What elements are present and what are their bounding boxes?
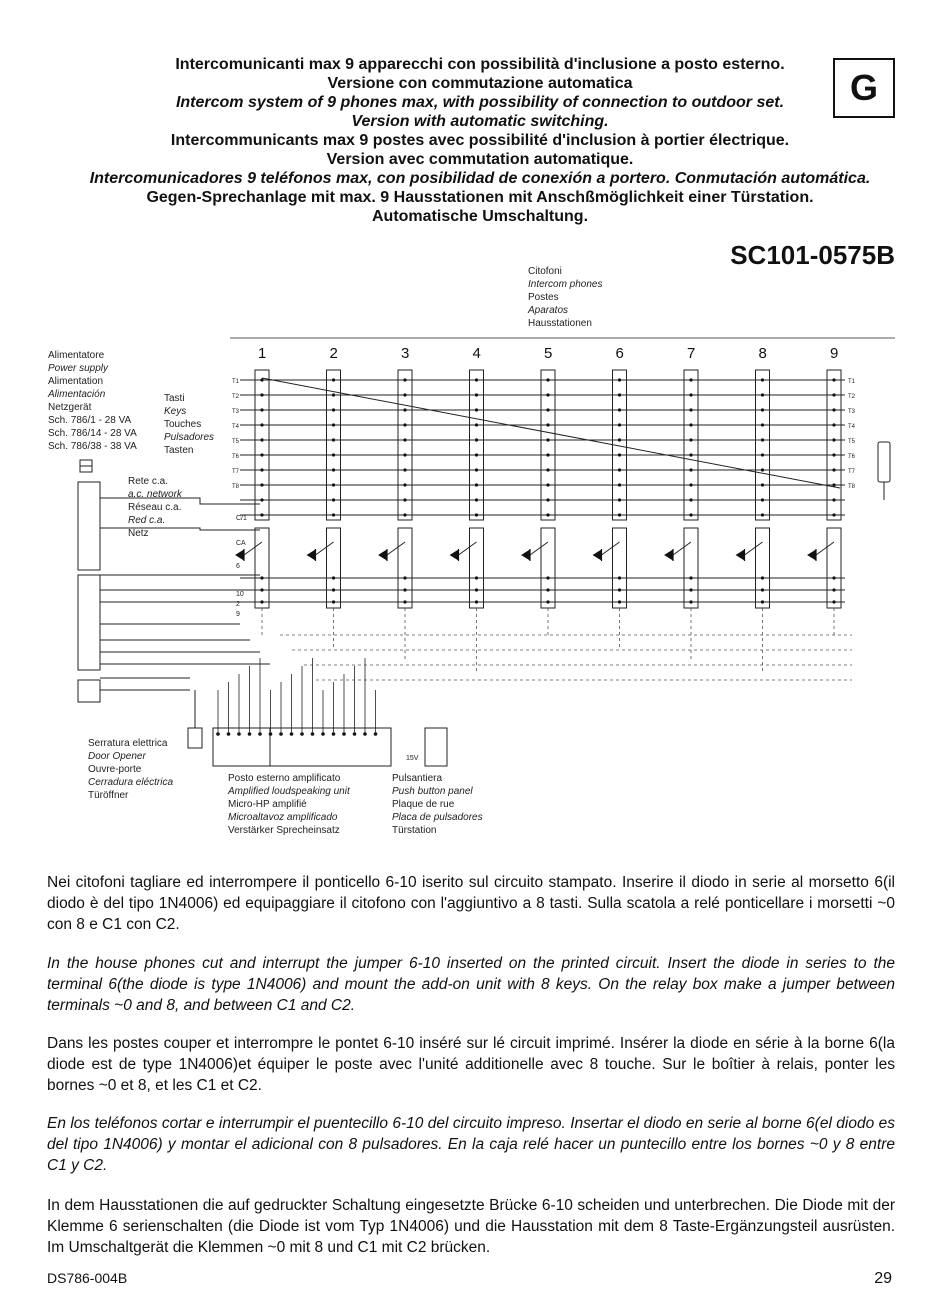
terminal-dot bbox=[618, 393, 621, 396]
push-panel-label bbox=[392, 772, 483, 837]
keys-de: Tasten bbox=[164, 445, 194, 456]
terminal-dot bbox=[618, 468, 621, 471]
terminal-dot bbox=[689, 378, 692, 381]
title-de-1: Gegen-Sprechanlage mit max. 9 Hausstationen mit Anschßmöglichkeit einer Türstation. bbox=[146, 189, 814, 206]
label-10: 10 bbox=[236, 591, 244, 598]
terminal-dot bbox=[332, 468, 335, 471]
section-letter-box: G bbox=[833, 58, 895, 118]
paragraph-it: Nei citofoni tagliare ed interrompere il ponticello 6-10 iserito sul circuito stampato. Inserire il diodo in serie al morsetto 6(il diodo è del tipo 1N4006) ed equipaggiare il citofono con l'aggiuntivo a 8 tasti. Sulla scatola a relé ponticellare i morsetti ~0 con 8 e C1 con C2. bbox=[47, 874, 895, 933]
phone-terminal-strip bbox=[541, 370, 555, 520]
terminal-dot bbox=[475, 513, 478, 516]
ps-it: Alimentatore bbox=[48, 350, 105, 361]
terminal-dot bbox=[546, 468, 549, 471]
citofoni-fr: Postes bbox=[528, 292, 559, 303]
bus-terminal-label-right: T1 bbox=[848, 379, 856, 385]
terminal-dot bbox=[618, 498, 621, 501]
bus-terminal-label-right: T8 bbox=[848, 484, 856, 490]
phone-terminal-strip bbox=[684, 370, 698, 520]
terminal-dot bbox=[260, 513, 263, 516]
label-ca: CA bbox=[236, 540, 246, 547]
terminal-dot bbox=[546, 438, 549, 441]
bus-terminal-label-right: T6 bbox=[848, 454, 856, 460]
terminal-dot bbox=[332, 393, 335, 396]
power-supply-terminal-block bbox=[78, 482, 100, 570]
title-en-1: Intercom system of 9 phones max, with possibility of connection to outdoor set. bbox=[175, 94, 785, 111]
ps-model-2: Sch. 786/14 - 28 VA bbox=[48, 428, 137, 439]
title-it-2: Versione con commutazione automatica bbox=[327, 75, 633, 92]
diode-symbol bbox=[594, 550, 602, 560]
terminal-dot bbox=[475, 483, 478, 486]
terminal-dot bbox=[618, 408, 621, 411]
door-en: Door Opener bbox=[88, 751, 146, 762]
phone-terminal-strip bbox=[255, 370, 269, 520]
terminal-dot bbox=[260, 378, 263, 381]
pp-es: Placa de pulsadores bbox=[392, 812, 483, 823]
rete-en: a.c. network bbox=[128, 489, 182, 500]
terminal-dot bbox=[260, 393, 263, 396]
terminal-dot bbox=[403, 468, 406, 471]
phone-number-label: 6 bbox=[615, 345, 624, 362]
terminal-dot bbox=[761, 576, 764, 579]
phone-number-label: 8 bbox=[758, 345, 767, 362]
diode-lead bbox=[602, 542, 620, 555]
document-code: SC101-0575B bbox=[730, 240, 895, 270]
terminal-dot bbox=[332, 423, 335, 426]
terminal-dot bbox=[618, 600, 621, 603]
terminal-dot bbox=[260, 438, 263, 441]
phone-lower-strip bbox=[470, 528, 484, 608]
bus-terminal-label-right: T2 bbox=[848, 394, 856, 400]
bus-terminal-label-left: T8 bbox=[232, 484, 240, 490]
terminal-dot bbox=[546, 513, 549, 516]
phone-terminal-strip bbox=[827, 370, 841, 520]
terminal-dot bbox=[689, 453, 692, 456]
terminal-dot bbox=[475, 408, 478, 411]
phone-lower-strip bbox=[541, 528, 555, 608]
keys-it: Tasti bbox=[164, 393, 185, 404]
terminal-dot bbox=[832, 513, 835, 516]
terminal-dot bbox=[475, 576, 478, 579]
terminal-dot bbox=[761, 600, 764, 603]
title-en-2: Version with automatic switching. bbox=[351, 113, 609, 130]
pp-it: Pulsantiera bbox=[392, 773, 443, 784]
terminal-dot bbox=[689, 600, 692, 603]
terminal-dot bbox=[403, 588, 406, 591]
relay-block bbox=[78, 680, 100, 702]
ps-model-3: Sch. 786/38 - 38 VA bbox=[48, 441, 137, 452]
terminal-dot bbox=[689, 408, 692, 411]
terminal-dot bbox=[475, 468, 478, 471]
terminal-dot bbox=[832, 498, 835, 501]
phone-terminal-strip bbox=[470, 370, 484, 520]
terminal-dot bbox=[689, 468, 692, 471]
terminal-dot bbox=[475, 588, 478, 591]
terminal-dot bbox=[546, 393, 549, 396]
keys-fr: Touches bbox=[164, 419, 202, 430]
terminal-dot bbox=[260, 600, 263, 603]
paragraph-de: In dem Hausstationen die auf gedruckter Schaltung eingesetzte Brücke 6-10 scheiden und unterbrechen. Die Diode mit der Klemme 6 serienschalten (die Diode ist vom Typ 1N4006) und die Hausstation mit dem 8 Taste-Ergänzungsteil ausrüsten. Im Umschaltgerät die Klemmen ~0 mit 8 und C1 mit C2 brücken. bbox=[47, 1197, 895, 1256]
terminal-dot bbox=[332, 588, 335, 591]
terminal-dot bbox=[332, 483, 335, 486]
diagram-dynamic bbox=[216, 345, 855, 736]
paragraph-en: In the house phones cut and interrupt the jumper 6-10 inserted on the printed circuit. Insert the diode in series to the terminal 6(the diode is type 1N4006) and mount the add-on unit with 8 keys. On the relay box make a jumper between terminals ~0 and 8, and between C1 and C2. bbox=[47, 955, 895, 1014]
ps-model-1: Sch. 786/1 - 28 VA bbox=[48, 415, 132, 426]
terminal-dot bbox=[689, 393, 692, 396]
keys-en: Keys bbox=[164, 406, 187, 417]
terminal-dot bbox=[761, 453, 764, 456]
terminal-dot bbox=[332, 378, 335, 381]
ps-en: Power supply bbox=[48, 363, 109, 374]
citofoni-en: Intercom phones bbox=[528, 279, 603, 290]
door-it: Serratura elettrica bbox=[88, 738, 168, 749]
phone-number-label: 2 bbox=[329, 345, 338, 362]
terminal-dot bbox=[260, 588, 263, 591]
diode-symbol bbox=[737, 550, 745, 560]
label-c1: C/1 bbox=[236, 515, 247, 522]
phone-lower-strip bbox=[827, 528, 841, 608]
push-button-panel-symbol bbox=[425, 728, 447, 766]
title-it-1: Intercomunicanti max 9 apparecchi con possibilità d'inclusione a posto esterno. bbox=[175, 56, 785, 73]
diode-symbol bbox=[308, 550, 316, 560]
terminal-dot bbox=[689, 483, 692, 486]
terminal-dot bbox=[618, 588, 621, 591]
terminal-dot bbox=[475, 453, 478, 456]
handset-icon bbox=[878, 442, 890, 482]
terminal-dot bbox=[546, 408, 549, 411]
bus-terminal-label-left: T5 bbox=[232, 439, 240, 445]
terminal-dot bbox=[403, 378, 406, 381]
terminal-dot bbox=[332, 513, 335, 516]
terminal-dot bbox=[546, 453, 549, 456]
terminal-dot bbox=[832, 378, 835, 381]
outdoor-unit-label bbox=[228, 772, 350, 837]
terminal-dot bbox=[832, 483, 835, 486]
terminal-dot bbox=[546, 423, 549, 426]
keys-es: Pulsadores bbox=[164, 432, 215, 443]
rete-de: Netz bbox=[128, 528, 149, 539]
terminal-dot bbox=[403, 438, 406, 441]
phone-number-label: 1 bbox=[258, 345, 267, 362]
terminal-dot bbox=[475, 438, 478, 441]
terminal-dot bbox=[832, 453, 835, 456]
title-fr-2: Version avec commutation automatique. bbox=[326, 151, 634, 168]
bus-terminal-label-left: T4 bbox=[232, 424, 240, 430]
phone-lower-strip bbox=[684, 528, 698, 608]
paragraph-fr: Dans les postes couper et interrompre le pontet 6-10 inséré sur lé circuit imprimé. Insérer la diode en série à la borne 6(la diode est de type 1N4006)et équiper le poste avec l'unité additionelle avec 8 touche. Sur le boîtier à relais, ponter les bornes ~0 et 8, et les C1 et C2. bbox=[47, 1035, 895, 1094]
page-number: 29 bbox=[874, 1270, 892, 1287]
pe-de: Verstärker Sprecheinsatz bbox=[228, 825, 340, 836]
phone-number-label: 7 bbox=[687, 345, 696, 362]
terminal-dot bbox=[332, 576, 335, 579]
terminal-dot bbox=[761, 378, 764, 381]
title-es-1: Intercomunicadores 9 teléfonos max, con posibilidad de conexión a portero. Conmutación automática. bbox=[89, 170, 871, 187]
terminal-dot bbox=[832, 576, 835, 579]
pp-en: Push button panel bbox=[392, 786, 473, 797]
terminal-dot bbox=[832, 468, 835, 471]
terminal-dot bbox=[689, 588, 692, 591]
terminal-dot bbox=[689, 513, 692, 516]
diode-symbol bbox=[379, 550, 387, 560]
label-6: 6 bbox=[236, 563, 240, 570]
phone-number-label: 5 bbox=[544, 345, 553, 362]
terminal-dot bbox=[475, 498, 478, 501]
terminal-dot bbox=[689, 423, 692, 426]
phone-number-label: 9 bbox=[830, 345, 839, 362]
terminal-dot bbox=[475, 378, 478, 381]
terminal-dot bbox=[475, 600, 478, 603]
bus-terminal-label-left: T1 bbox=[232, 379, 240, 385]
diode-symbol bbox=[665, 550, 673, 560]
rete-es: Red c.a. bbox=[128, 515, 166, 526]
power-supply-lower-block bbox=[78, 575, 100, 670]
terminal-dot bbox=[475, 393, 478, 396]
terminal-dot bbox=[260, 408, 263, 411]
door-de: Türöffner bbox=[88, 790, 129, 801]
diode-lead bbox=[816, 542, 834, 555]
wiring-diagram bbox=[40, 260, 900, 780]
terminal-dot bbox=[761, 408, 764, 411]
label-15v: 15V bbox=[406, 755, 419, 762]
terminal-dot bbox=[618, 483, 621, 486]
phone-terminal-strip bbox=[398, 370, 412, 520]
terminal-dot bbox=[618, 513, 621, 516]
terminal-dot bbox=[761, 423, 764, 426]
terminal-dot bbox=[761, 588, 764, 591]
terminal-dot bbox=[260, 453, 263, 456]
rete-fr: Réseau c.a. bbox=[128, 502, 182, 513]
terminal-dot bbox=[403, 498, 406, 501]
diode-symbol bbox=[808, 550, 816, 560]
terminal-dot bbox=[761, 468, 764, 471]
terminal-dot bbox=[403, 453, 406, 456]
phone-lower-strip bbox=[756, 528, 770, 608]
terminal-dot bbox=[618, 423, 621, 426]
terminal-dot bbox=[403, 423, 406, 426]
title-fr-1: Intercommunicants max 9 postes avec possibilité d'inclusion à portier électrique. bbox=[170, 132, 790, 149]
footer-doc-ref: DS786-004B bbox=[47, 1270, 128, 1286]
terminal-dot bbox=[761, 438, 764, 441]
citofoni-it: Citofoni bbox=[528, 266, 562, 277]
terminal-dot bbox=[761, 498, 764, 501]
diode-lead bbox=[316, 542, 334, 555]
bus-terminal-label-left: T2 bbox=[232, 394, 240, 400]
pp-de: Türstation bbox=[392, 825, 437, 836]
terminal-dot bbox=[403, 483, 406, 486]
diode-lead bbox=[459, 542, 477, 555]
terminal-dot bbox=[618, 453, 621, 456]
phone-lower-strip bbox=[398, 528, 412, 608]
terminal-dot bbox=[260, 483, 263, 486]
terminal-dot bbox=[403, 513, 406, 516]
terminal-dot bbox=[832, 588, 835, 591]
diode-lead bbox=[387, 542, 405, 555]
phone-number-label: 4 bbox=[472, 345, 481, 362]
terminal-dot bbox=[761, 513, 764, 516]
terminal-dot bbox=[260, 468, 263, 471]
bus-terminal-label-right: T3 bbox=[848, 409, 856, 415]
terminal-dot bbox=[546, 498, 549, 501]
door-fr: Ouvre-porte bbox=[88, 764, 142, 775]
diode-lead bbox=[530, 542, 548, 555]
diode-lead bbox=[244, 542, 262, 555]
terminal-dot bbox=[475, 423, 478, 426]
terminal-dot bbox=[832, 438, 835, 441]
diode-symbol bbox=[451, 550, 459, 560]
terminal-dot bbox=[260, 423, 263, 426]
pp-fr: Plaque de rue bbox=[392, 799, 455, 810]
terminal-dot bbox=[403, 576, 406, 579]
bus-terminal-label-right: T4 bbox=[848, 424, 856, 430]
terminal-dot bbox=[332, 438, 335, 441]
pe-it: Posto esterno amplificato bbox=[228, 773, 341, 784]
terminal-dot bbox=[332, 453, 335, 456]
citofoni-de: Hausstationen bbox=[528, 318, 592, 329]
ps-es: Alimentación bbox=[48, 389, 106, 400]
phone-number-label: 3 bbox=[401, 345, 410, 362]
terminal-dot bbox=[260, 576, 263, 579]
phone-lower-strip bbox=[327, 528, 341, 608]
bus-terminal-label-left: T7 bbox=[232, 469, 240, 475]
phone-terminal-strip bbox=[756, 370, 770, 520]
terminal-dot bbox=[689, 438, 692, 441]
terminal-dot bbox=[260, 498, 263, 501]
bus-terminal-label-right: T7 bbox=[848, 469, 856, 475]
door-es: Cerradura eléctrica bbox=[88, 777, 174, 788]
terminal-dot bbox=[546, 483, 549, 486]
terminal-dot bbox=[546, 576, 549, 579]
phone-lower-strip bbox=[613, 528, 627, 608]
terminal-dot bbox=[618, 438, 621, 441]
citofoni-es: Aparatos bbox=[528, 305, 569, 316]
title-block bbox=[40, 55, 920, 226]
terminal-dot bbox=[332, 498, 335, 501]
diode-symbol bbox=[522, 550, 530, 560]
bus-terminal-label-left: T3 bbox=[232, 409, 240, 415]
terminal-dot bbox=[761, 393, 764, 396]
terminal-dot bbox=[832, 423, 835, 426]
phone-lower-strip bbox=[255, 528, 269, 608]
terminal-dot bbox=[332, 408, 335, 411]
ps-fr: Alimentation bbox=[48, 376, 104, 387]
label-2: 2 bbox=[236, 601, 240, 608]
terminal-dot bbox=[546, 600, 549, 603]
terminal-dot bbox=[832, 393, 835, 396]
terminal-dot bbox=[832, 408, 835, 411]
terminal-dot bbox=[761, 483, 764, 486]
terminal-dot bbox=[403, 600, 406, 603]
ps-de: Netzgerät bbox=[48, 402, 92, 413]
door-opener-symbol bbox=[188, 728, 202, 748]
rete-it: Rete c.a. bbox=[128, 476, 169, 487]
pe-es: Microaltavoz amplificado bbox=[228, 812, 338, 823]
terminal-dot bbox=[618, 378, 621, 381]
terminal-dot bbox=[618, 576, 621, 579]
terminal-dot bbox=[403, 408, 406, 411]
pe-fr: Micro-HP amplifié bbox=[228, 799, 307, 810]
terminal-dot bbox=[689, 498, 692, 501]
terminal-dot bbox=[403, 393, 406, 396]
terminal-dot bbox=[689, 576, 692, 579]
diode-lead bbox=[673, 542, 691, 555]
bus-terminal-label-right: T5 bbox=[848, 439, 856, 445]
bus-terminal-label-left: T6 bbox=[232, 454, 240, 460]
diode-symbol bbox=[236, 550, 244, 560]
label-9: 9 bbox=[236, 611, 240, 618]
terminal-dot bbox=[546, 588, 549, 591]
terminal-dot bbox=[332, 600, 335, 603]
title-de-2: Automatische Umschaltung. bbox=[371, 208, 589, 225]
pe-en: Amplified loudspeaking unit bbox=[228, 786, 350, 797]
terminal-dot bbox=[832, 600, 835, 603]
paragraph-es: En los teléfonos cortar e interrumpir el puentecillo 6-10 del circuito impreso. Insertar el diodo en serie al borne 6(el diodo es del tipo 1N4006) y montar el adicional con 8 pulsadores. En la caja relé hacer un puntecillo entre los bornes ~0 y 8 entre C1 y C2. bbox=[47, 1115, 895, 1174]
diode-lead bbox=[745, 542, 763, 555]
terminal-dot bbox=[546, 378, 549, 381]
